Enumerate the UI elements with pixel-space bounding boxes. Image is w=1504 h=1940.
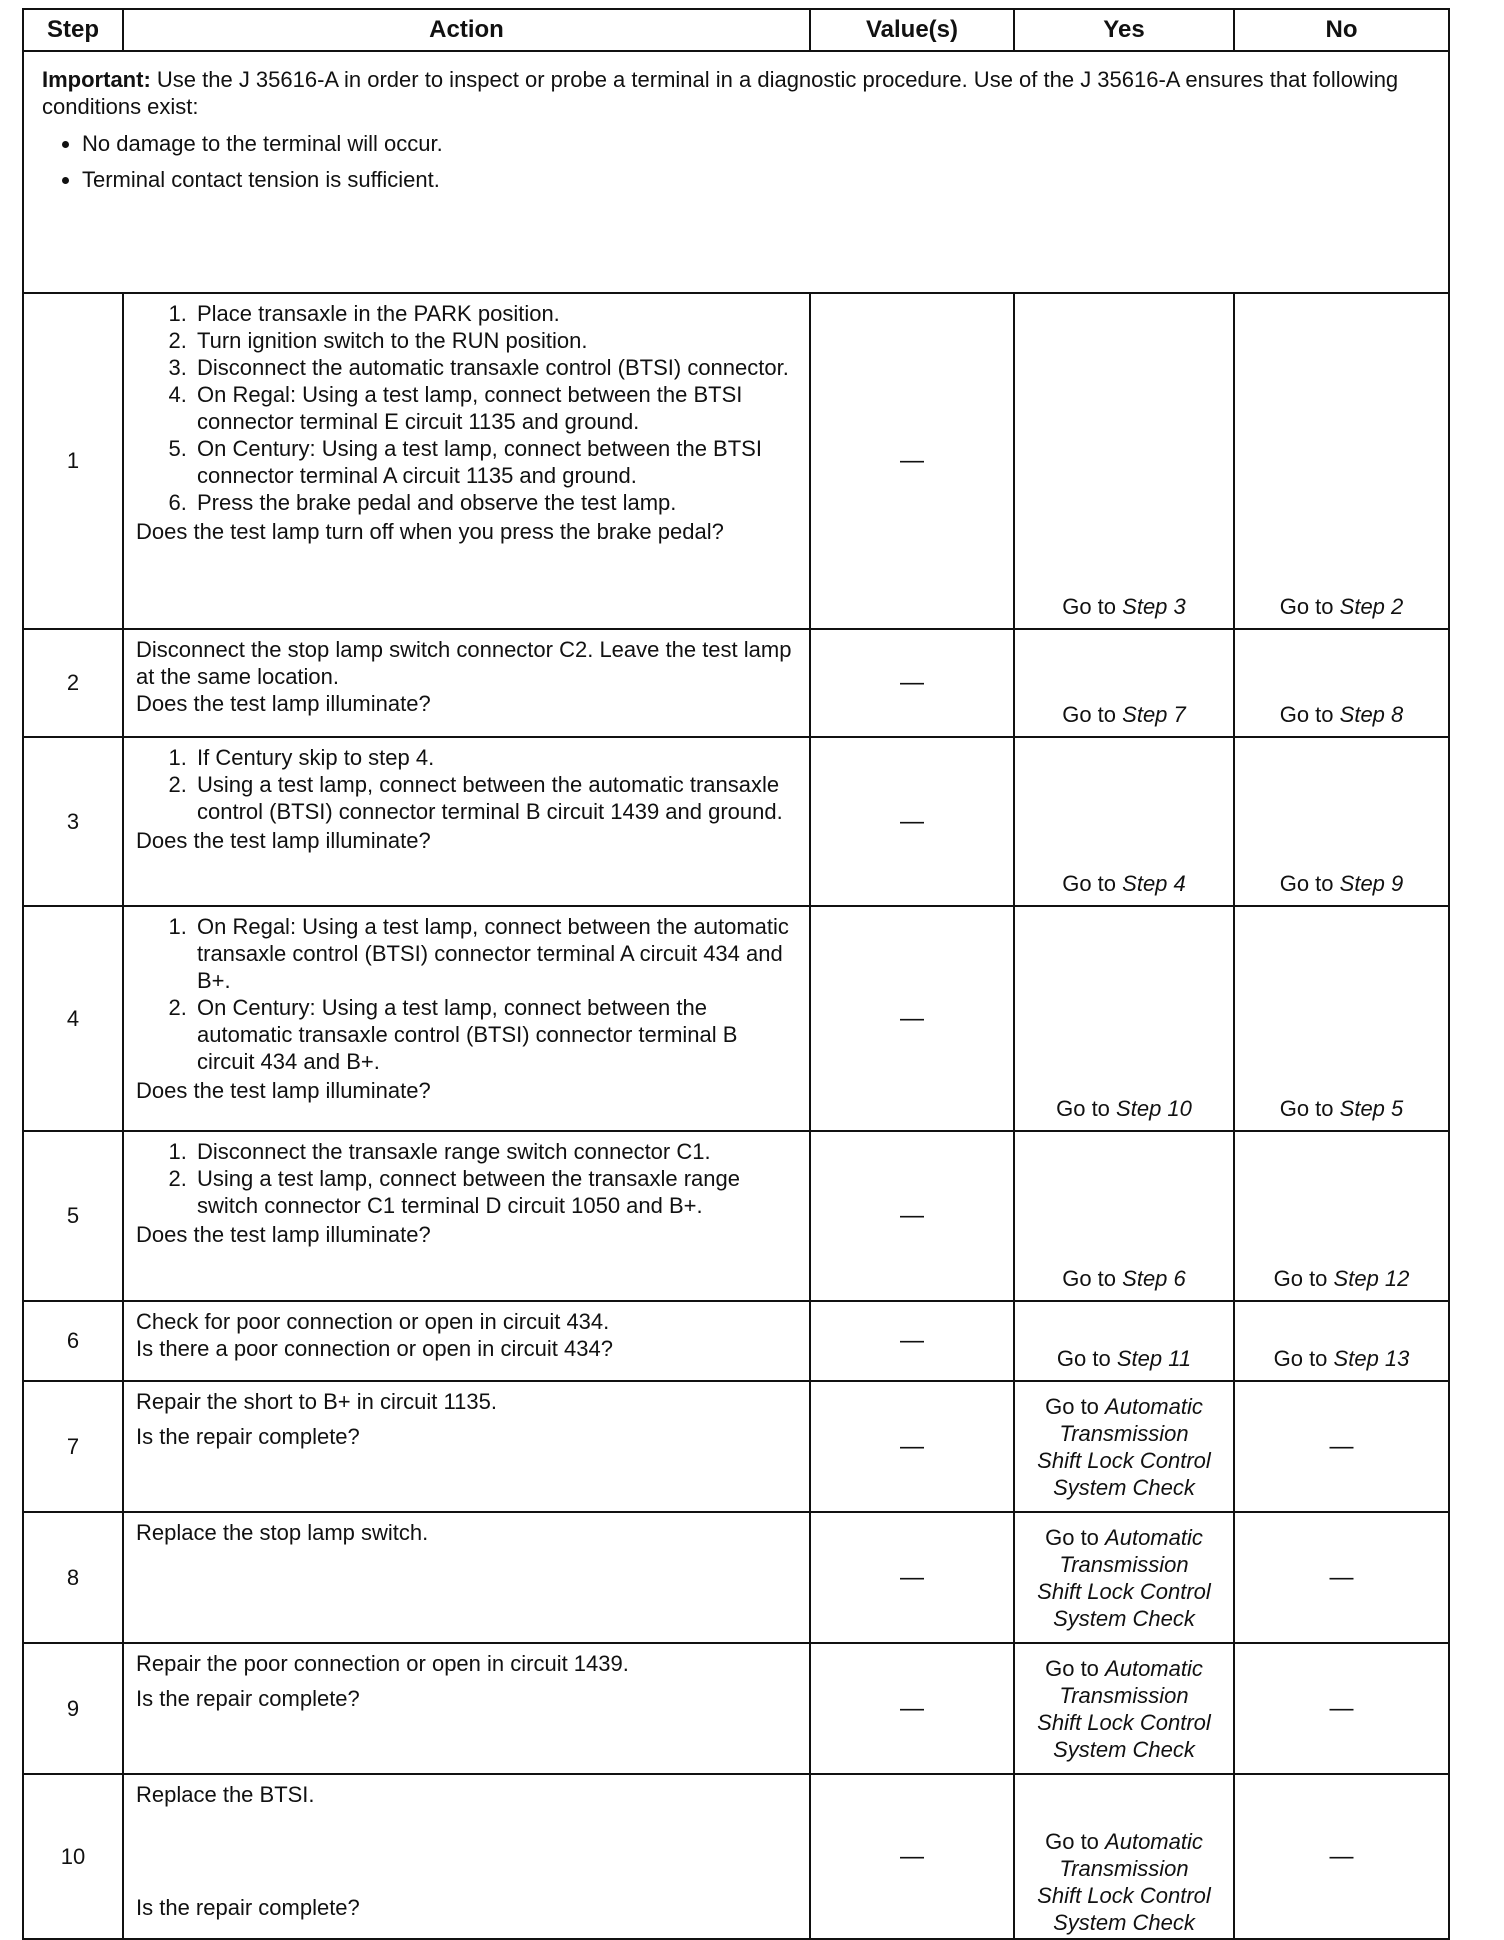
step-number: 7 bbox=[23, 1381, 123, 1512]
system-check-link[interactable]: Shift Lock Control bbox=[1037, 1578, 1211, 1604]
system-check-link[interactable]: Transmission bbox=[1059, 1856, 1189, 1881]
yes-cell bbox=[1014, 1512, 1234, 1643]
system-check-link[interactable]: Automatic bbox=[1105, 1393, 1203, 1419]
no-cell bbox=[1234, 1131, 1449, 1301]
important-bullet: • No damage to the terminal will occur. bbox=[82, 126, 1430, 162]
step-number: 8 bbox=[23, 1512, 123, 1643]
table-row bbox=[23, 1131, 1449, 1301]
system-check-link[interactable]: Automatic bbox=[1105, 1524, 1203, 1550]
value-cell: — bbox=[810, 293, 1014, 629]
action-text: Check for poor connection or open in circuit 434. bbox=[136, 1309, 610, 1334]
action-cell bbox=[123, 1381, 810, 1512]
table-row bbox=[23, 1512, 1449, 1643]
table-row bbox=[23, 1381, 1449, 1512]
step-number: 10 bbox=[23, 1774, 123, 1939]
step-link[interactable]: Step 3 bbox=[1122, 594, 1186, 619]
action-cell bbox=[123, 629, 810, 737]
yes-cell bbox=[1014, 1774, 1234, 1939]
system-check-link[interactable]: Transmission bbox=[1059, 1682, 1189, 1708]
system-check-link[interactable]: Transmission bbox=[1059, 1420, 1189, 1446]
action-question: Does the test lamp turn off when you press the brake pedal? bbox=[136, 519, 724, 544]
action-question: Does the test lamp illuminate? bbox=[136, 828, 431, 853]
table-row bbox=[23, 1774, 1449, 1939]
value-cell: — bbox=[810, 1512, 1014, 1643]
value-cell: — bbox=[810, 1131, 1014, 1301]
header-row bbox=[23, 9, 1449, 51]
action-text: Replace the stop lamp switch. bbox=[136, 1520, 429, 1545]
goto-label: Go to bbox=[1045, 1829, 1099, 1854]
important-bullet: • Terminal contact tension is sufficient. bbox=[82, 162, 1430, 198]
action-item: 6. Press the brake pedal and observe the test lamp. bbox=[193, 489, 799, 516]
action-cell bbox=[123, 906, 810, 1131]
action-item: 4. On Regal: Using a test lamp, connect between the BTSI connector terminal E circuit 1135 and ground. bbox=[193, 381, 799, 435]
yes-cell bbox=[1014, 737, 1234, 906]
system-check-link[interactable]: System Check bbox=[1053, 1474, 1195, 1500]
no-cell: — bbox=[1234, 1381, 1449, 1512]
table-row bbox=[23, 737, 1449, 906]
action-cell bbox=[123, 1643, 810, 1774]
important-text: Use the J 35616-A in order to inspect or probe a terminal in a diagnostic procedure. Use of the J 35616-A ensures that following conditions exist: bbox=[42, 67, 1399, 119]
action-question: Is there a poor connection or open in circuit 434? bbox=[136, 1336, 613, 1361]
action-cell bbox=[123, 1512, 810, 1643]
goto-label: Go to bbox=[1279, 1096, 1334, 1121]
value-cell: — bbox=[810, 906, 1014, 1131]
no-cell bbox=[1234, 737, 1449, 906]
step-link[interactable]: Step 11 bbox=[1116, 1346, 1192, 1371]
action-cell bbox=[123, 737, 810, 906]
system-check-link[interactable]: Shift Lock Control bbox=[1037, 1883, 1211, 1908]
step-link[interactable]: Step 13 bbox=[1333, 1346, 1410, 1371]
goto-label: Go to bbox=[1062, 594, 1117, 619]
action-text: Disconnect the stop lamp switch connector C2. Leave the test lamp at the same location. bbox=[136, 637, 792, 689]
action-item: 1. If Century skip to step 4. bbox=[193, 744, 799, 771]
action-list bbox=[136, 300, 799, 516]
step-link[interactable]: Step 12 bbox=[1333, 1266, 1410, 1291]
action-item: 2. Using a test lamp, connect between the transaxle range switch connector C1 terminal D circuit 1050 and B+. bbox=[193, 1165, 799, 1219]
action-item: 2. On Century: Using a test lamp, connect between the automatic transaxle control (BTSI) connector terminal B circuit 434 and B+. bbox=[193, 994, 799, 1075]
action-item: 5. On Century: Using a test lamp, connect between the BTSI connector terminal A circuit 1135 and ground. bbox=[193, 435, 799, 489]
diagnostic-table bbox=[22, 8, 1450, 1940]
value-cell: — bbox=[810, 1301, 1014, 1381]
yes-cell bbox=[1014, 629, 1234, 737]
value-cell: — bbox=[810, 629, 1014, 737]
action-list bbox=[136, 744, 799, 825]
system-check-link[interactable]: Automatic bbox=[1105, 1829, 1203, 1854]
step-number: 4 bbox=[23, 906, 123, 1131]
no-cell bbox=[1234, 293, 1449, 629]
important-note bbox=[23, 51, 1449, 293]
value-cell: — bbox=[810, 737, 1014, 906]
action-cell bbox=[123, 1301, 810, 1381]
header-action: Action bbox=[123, 9, 810, 51]
step-link[interactable]: Step 2 bbox=[1339, 594, 1404, 619]
action-item: 1. On Regal: Using a test lamp, connect between the automatic transaxle control (BTSI) connector terminal A circuit 434 and B+. bbox=[193, 913, 799, 994]
action-item: 1. Place transaxle in the PARK position. bbox=[193, 300, 799, 327]
step-number: 1 bbox=[23, 293, 123, 629]
step-link[interactable]: Step 10 bbox=[1116, 1096, 1192, 1121]
action-item: 2. Using a test lamp, connect between the automatic transaxle control (BTSI) connector terminal B circuit 1439 and ground. bbox=[193, 771, 799, 825]
goto-label: Go to bbox=[1062, 702, 1117, 727]
no-cell: — bbox=[1234, 1512, 1449, 1643]
header-values: Value(s) bbox=[810, 9, 1014, 51]
action-cell bbox=[123, 1774, 810, 1939]
yes-cell bbox=[1014, 1301, 1234, 1381]
value-cell: — bbox=[810, 1774, 1014, 1939]
yes-cell bbox=[1014, 1643, 1234, 1774]
step-link[interactable]: Step 8 bbox=[1339, 702, 1404, 727]
goto-label: Go to bbox=[1045, 1524, 1099, 1550]
system-check-link[interactable]: Automatic bbox=[1105, 1655, 1203, 1681]
goto-label: Go to bbox=[1273, 1266, 1328, 1291]
table-row bbox=[23, 906, 1449, 1131]
yes-cell bbox=[1014, 1131, 1234, 1301]
header-yes: Yes bbox=[1014, 9, 1234, 51]
action-question: Does the test lamp illuminate? bbox=[136, 1078, 431, 1103]
goto-label: Go to bbox=[1279, 702, 1334, 727]
goto-label: Go to bbox=[1045, 1393, 1099, 1419]
step-number: 2 bbox=[23, 629, 123, 737]
goto-label: Go to bbox=[1279, 871, 1334, 896]
action-text: Repair the short to B+ in circuit 1135. bbox=[136, 1389, 497, 1414]
step-number: 3 bbox=[23, 737, 123, 906]
action-list bbox=[136, 1138, 799, 1219]
action-question: Does the test lamp illuminate? bbox=[136, 691, 431, 716]
value-cell: — bbox=[810, 1381, 1014, 1512]
important-label: Important: bbox=[42, 67, 151, 92]
table-row bbox=[23, 1301, 1449, 1381]
step-number: 9 bbox=[23, 1643, 123, 1774]
action-cell bbox=[123, 293, 810, 629]
no-cell bbox=[1234, 1301, 1449, 1381]
action-question: Is the repair complete? bbox=[136, 1895, 360, 1920]
step-link[interactable]: Step 9 bbox=[1339, 871, 1404, 896]
goto-label: Go to bbox=[1062, 871, 1117, 896]
important-row bbox=[23, 51, 1449, 293]
yes-cell bbox=[1014, 906, 1234, 1131]
no-cell: — bbox=[1234, 1774, 1449, 1939]
action-question: Is the repair complete? bbox=[136, 1686, 360, 1711]
action-text: Repair the poor connection or open in circuit 1439. bbox=[136, 1651, 629, 1676]
step-link[interactable]: Step 5 bbox=[1339, 1096, 1404, 1121]
action-question: Does the test lamp illuminate? bbox=[136, 1222, 431, 1247]
goto-label: Go to bbox=[1045, 1655, 1099, 1681]
goto-label: Go to bbox=[1062, 1266, 1117, 1291]
no-cell: — bbox=[1234, 1643, 1449, 1774]
table-row bbox=[23, 629, 1449, 737]
goto-label: Go to bbox=[1056, 1346, 1111, 1371]
action-text: Replace the BTSI. bbox=[136, 1782, 315, 1807]
action-list bbox=[136, 913, 799, 1075]
action-item: 1. Disconnect the transaxle range switch connector C1. bbox=[193, 1138, 799, 1165]
system-check-link[interactable]: System Check bbox=[1053, 1910, 1195, 1935]
yes-cell bbox=[1014, 293, 1234, 629]
step-link[interactable]: Step 6 bbox=[1122, 1266, 1186, 1291]
table-row bbox=[23, 293, 1449, 629]
step-link[interactable]: Step 7 bbox=[1122, 702, 1186, 727]
system-check-link[interactable]: Transmission bbox=[1059, 1551, 1189, 1577]
action-item: 2. Turn ignition switch to the RUN position. bbox=[193, 327, 799, 354]
system-check-link[interactable]: Shift Lock Control bbox=[1037, 1447, 1211, 1473]
system-check-link[interactable]: System Check bbox=[1053, 1736, 1195, 1762]
system-check-link[interactable]: System Check bbox=[1053, 1605, 1195, 1631]
value-cell: — bbox=[810, 1643, 1014, 1774]
action-cell bbox=[123, 1131, 810, 1301]
step-number: 6 bbox=[23, 1301, 123, 1381]
goto-label: Go to bbox=[1279, 594, 1334, 619]
yes-cell bbox=[1014, 1381, 1234, 1512]
system-check-link[interactable]: Shift Lock Control bbox=[1037, 1709, 1211, 1735]
action-question: Is the repair complete? bbox=[136, 1424, 360, 1449]
goto-label: Go to bbox=[1273, 1346, 1328, 1371]
step-number: 5 bbox=[23, 1131, 123, 1301]
no-cell bbox=[1234, 629, 1449, 737]
step-link[interactable]: Step 4 bbox=[1122, 871, 1186, 896]
important-bullets bbox=[42, 126, 1430, 198]
header-no: No bbox=[1234, 9, 1449, 51]
header-step: Step bbox=[23, 9, 123, 51]
no-cell bbox=[1234, 906, 1449, 1131]
table-row bbox=[23, 1643, 1449, 1774]
goto-label: Go to bbox=[1056, 1096, 1110, 1121]
action-item: 3. Disconnect the automatic transaxle control (BTSI) connector. bbox=[193, 354, 799, 381]
